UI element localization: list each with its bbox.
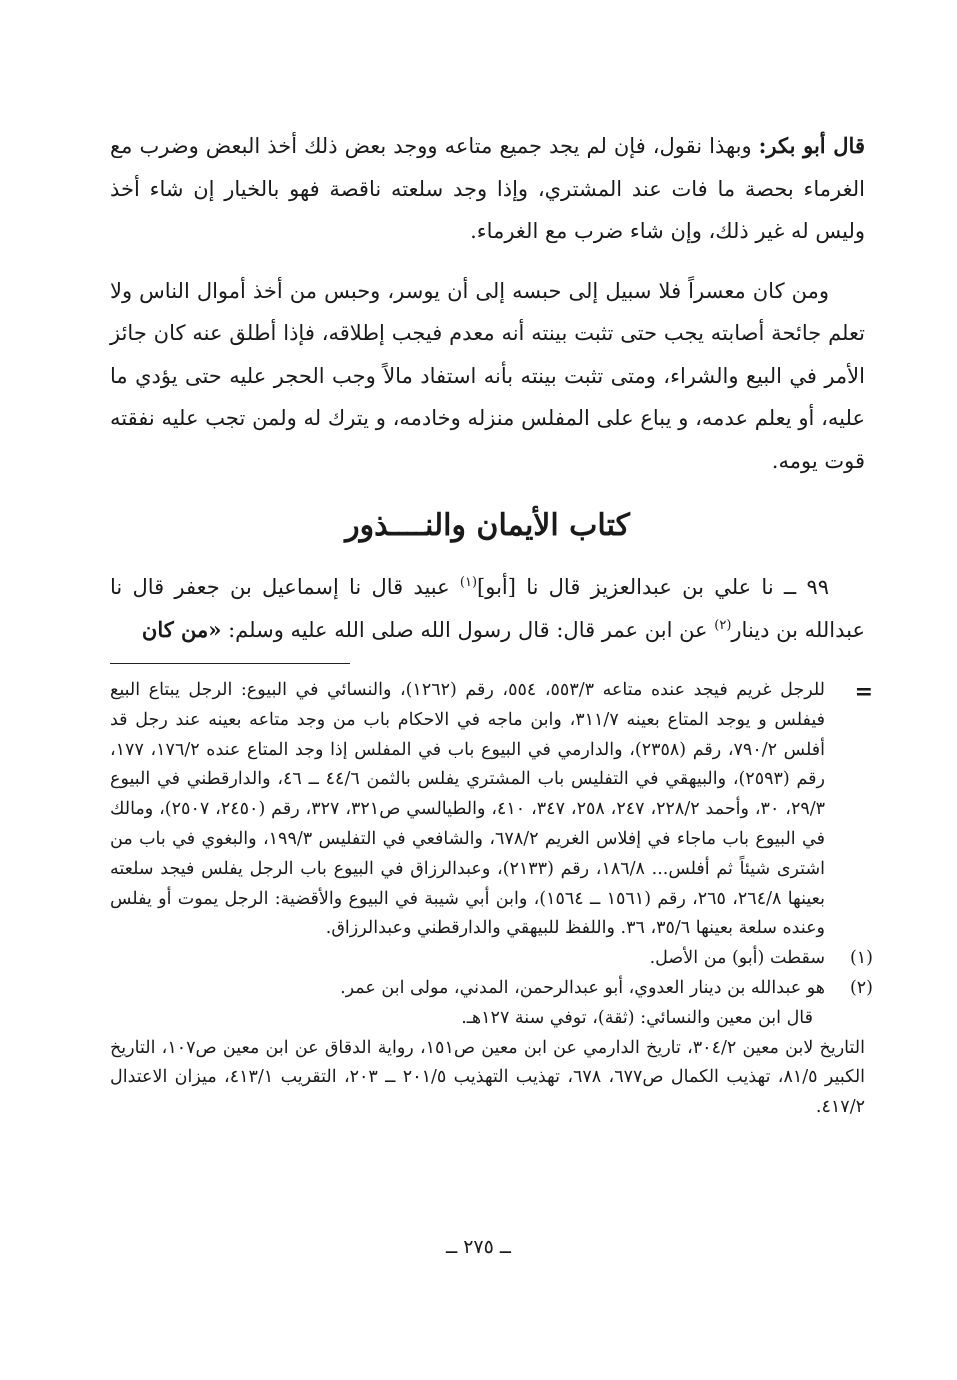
speaker-label: قال أبو بكر: — [758, 133, 865, 158]
hadith-quote-start: «من كان — [141, 616, 222, 642]
hadith-text-2: عبيد قال نا إسماعيل بن جعفر قال نا عبدالله بن دينار — [110, 575, 865, 642]
footnote-ref-2: (٢) — [714, 617, 732, 633]
hadith-text-1: ٩٩ ــ نا علي بن عبدالعزيز قال نا [أبو] — [477, 575, 829, 599]
chapter-title: كتاب الأيمان والنــــذور — [345, 508, 630, 543]
hadith-paragraph — [110, 566, 865, 651]
footnote-2-text: هو عبدالله بن دينار العدوي، أبو عبدالرحمن، المدني، مولى ابن عمر. — [340, 977, 825, 998]
footnote-1-number: (١) — [849, 948, 873, 969]
footnote-continuation-text: للرجل غريم فيجد عنده متاعه ٥٥٣/٣، ٥٥٤، رقم (١٢٦٢)، والنسائي في البيوع: الرجل يبتاع البيع فيفلس و يوجد المتاع بعينه ٣١١/٧، وابن ماجه في الاحكام باب من وجد متاعه بعينه عند رجل قد أفلس ٧٩٠/٢، رقم (٢٣٥٨)، والدارمي في البيوع باب في المفلس إذا وجد المتاع عنده ١٧٦/٢، ١٧٧، رقم (٢٥٩٣)، والبيهقي في التفليس باب المشتري يفلس بالثمن ٤٤/٦ ــ ٤٦، والدارقطني في البيوع ٢٩/٣، ٣٠، وأحمد ٢٢٨/٢، ٢٤٧، ٢٥٨، ٣٤٧، ٤١٠، والطيالسي ص٣٢١، ٣٢٧، رقم (٢٤٥٠، ٢٥٠٧)، ومالك في البيوع باب ماجاء في إفلاس الغريم ٦٧٨/٢، والشافعي في التفليس ١٩٩/٣، والبغوي في باب من اشترى شيئاً ثم أفلس... ١٨٦/٨، رقم (٢١٣٣)، وعبدالرزاق في البيوع باب الرجل يفلس فيجد سلعته بعينها ٢٦٤/٨، ٢٦٥، رقم (١٥٦١ ــ ١٥٦٤)، وابن أبي شيبة في البيوع والأقضية: الرجل يموت أو يفلس وعنده سلعة بعينها ٣٥/٦، ٣٦. واللفظ للبيهقي والدارقطني وعبدالرزاق. — [110, 680, 826, 939]
page-number: ــ ٢٧٥ ــ — [446, 1236, 511, 1258]
paragraph-1 — [110, 125, 865, 253]
footnote-1 — [110, 944, 873, 974]
page-content — [110, 125, 873, 1123]
footnote-2 — [110, 974, 873, 1004]
footnote-separator — [110, 663, 350, 664]
footnote-1-text: سقطت (أبو) من الأصل. — [649, 948, 825, 969]
footnotes-section — [110, 676, 873, 1123]
continuation-mark: = — [854, 679, 873, 705]
footnote-ref-1: (١) — [459, 575, 478, 590]
footnote-continuation — [110, 676, 873, 944]
paragraph-2: ومن كان معسراً فلا سبيل إلى حبسه إلى أن يوسر، وحبس من أخذ أموال الناس ولا تعلم جائحة أصابته يجب حتى تثبت بينته أنه معدم فيجب إطلاقه، فإذا أطلق عنه كان جائز الأمر في البيع والشراء، ومتى تثبت بينته بأنه استفاد مالاً وجب الحجر عليه حتى يؤدي ما عليه، أو يعلم عدمه، و يباع على المفلس منزله وخادمه، و يترك له ولمن تجب عليه نفقته قوت يومه. — [110, 278, 865, 473]
hadith-text-3: عن ابن عمر قال: قال رسول الله صلى الله عليه وسلم: — [221, 617, 715, 642]
footnote-2-line-2: قال ابن معين والنسائي: (ثقة)، توفي سنة ١٢٧هـ. — [461, 1007, 813, 1028]
footnote-2-references: التاريخ لابن معين ٣٠٤/٢، تاريخ الدارمي عن ابن معين ص١٥١، رواية الدقاق عن ابن معين ص١٠٧، التاريخ الكبير ٨١/٥، تهذيب الكمال ص٦٧٧، ٦٧٨، تهذيب التهذيب ٢٠١/٥ ــ ٢٠٣، التقريب ٤١٣/١، ميزان الاعتدال ٤١٧/٢. — [110, 1037, 866, 1118]
paragraph-1-text: وبهذا نقول، فإن لم يجد جميع متاعه ووجد بعض ذلك أخذ البعض وضرب مع الغرماء بحصة ما فات عند المشتري، وإذا وجد سلعته ناقصة فهو بالخيار إن شاء أخذ وليس له غير ذلك، وإن شاء ضرب مع الغرماء. — [110, 134, 865, 243]
footnote-2-number: (٢) — [849, 977, 873, 998]
